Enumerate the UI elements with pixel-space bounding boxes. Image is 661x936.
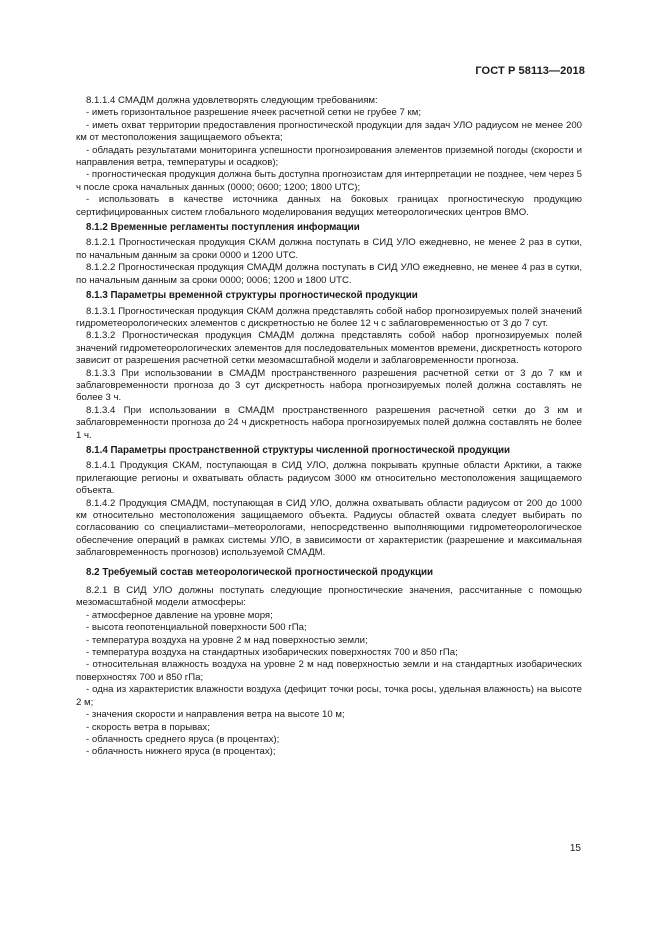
- standard-designation: ГОСТ Р 58113—2018: [475, 65, 585, 77]
- paragraph: 8.1.1.4 СМАДМ должна удовлетворять следующим требованиям:: [86, 95, 378, 106]
- list-item: - облачность среднего яруса (в процентах);: [86, 733, 280, 745]
- list-item: - атмосферное давление на уровне моря;: [86, 609, 273, 621]
- list-item: - температура воздуха на уровне 2 м над поверхностью земли;: [86, 634, 368, 646]
- paragraph: 8.1.3.4 При использовании в СМАДМ пространственного разрешения расчетной сетки до 3 км и заблаговременности прогноза до 24 ч дискретность набора прогнозируемых полей должна составлять не более 1 ч.: [76, 404, 582, 441]
- list-item: - обладать результатами мониторинга успешности прогнозирования элементов приземной погоды (скорости и направления ветра, температуры и осадков);: [76, 144, 582, 169]
- list-item: - относительная влажность воздуха на уровне 2 м над поверхностью земли и на стандартных изобарических поверхностях 700 и 850 гПа;: [76, 659, 582, 683]
- list-item: - значения скорости и направления ветра на высоте 10 м;: [86, 709, 345, 721]
- paragraph: 8.1.3.3 При использовании в СМАДМ пространственного разрешения расчетной сетки от 3 до 7 км и заблаговременности прогноза до 3 сут дискретность набора прогнозируемых полей должна составлять не более 3 ч.: [76, 367, 582, 404]
- section-heading: 8.1.4 Параметры пространственной структуры численной прогностической продукции: [86, 444, 511, 456]
- list-item: - скорость ветра в порывах;: [86, 721, 210, 733]
- section-heading: 8.1.3 Параметры временной структуры прогностической продукции: [86, 290, 418, 302]
- paragraph: 8.1.2.1 Прогностическая продукция СКАМ должна поступать в СИД УЛО ежедневно, не менее 2 раз в сутки, по начальным данным за сроки 0000 и 1200 UTC.: [76, 237, 582, 261]
- list-item: - использовать в качестве источника данных на боковых границах прогностическую продукцию сертифицированных систем глобального моделирования ведущих метеорологических центров ВМО.: [76, 194, 582, 218]
- page-body: [76, 95, 582, 759]
- section-heading: 8.1.2 Временные регламенты поступления информации: [86, 222, 360, 234]
- paragraph: 8.1.4.2 Продукция СМАДМ, поступающая в СИД УЛО, должна охватывать области радиусом от 200 до 1000 км относительно местоположения защищаемого объекта. Радиусы областей охвата следует выбирать по согласованию со специалистами–метеорологами, непосредственно выполняющими гидрометеорологическое обеспечение операций в рамках системы УЛО, в зависимости от характеристик (разрешение и максимальная заблаговременность прогнозов) используемой СМАДМ.: [76, 497, 582, 559]
- list-item: - иметь охват территории предоставления прогностической продукции для задач УЛО радиусом не менее 200 км от местоположения защищаемого объекта;: [76, 119, 582, 144]
- paragraph: 8.1.2.2 Прогностическая продукция СМАДМ должна поступать в СИД УЛО ежедневно, не менее 4 раз в сутки, по начальным данным за сроки 0000; 0006; 1200 и 1800 UTC.: [76, 262, 582, 286]
- paragraph: 8.1.3.1 Прогностическая продукция СКАМ должна представлять собой набор прогнозируемых полей значений гидрометеорологических элементов с дискретностью не более 12 ч с заблаговременностью от 3 до 7 сут.: [76, 305, 582, 329]
- list-item: - облачность нижнего яруса (в процентах);: [86, 746, 276, 758]
- list-item: - температура воздуха на стандартных изобарических поверхностях 700 и 850 гПа;: [86, 647, 458, 659]
- list-item: - иметь горизонтальное разрешение ячеек расчетной сетки не грубее 7 км;: [86, 107, 422, 119]
- page-number: 15: [569, 843, 581, 854]
- paragraph: 8.2.1 В СИД УЛО должны поступать следующие прогностические значения, рассчитанные с помощью мезомасштабной модели атмосферы:: [76, 585, 582, 609]
- paragraph: 8.1.3.2 Прогностическая продукция СМАДМ должна представлять собой набор прогнозируемых полей значений гидрометеорологических элементов для последовательных моментов времени, дискретность которого зависит от разрешения расчетной сетки мезомасштабной модели и заблаговременности прогноза.: [76, 330, 582, 367]
- paragraph: 8.1.4.1 Продукция СКАМ, поступающая в СИД УЛО, должна покрывать крупные области Арктики, а также прилегающие регионы и охватывать область радиусом 3000 км относительно местоположения защищаемого объекта.: [76, 460, 582, 497]
- list-item: - прогностическая продукция должна быть доступна прогнозистам для интерпретации не позднее, чем через 5 ч после срока начальных данных (0000; 0600; 1200; 1800 UTC);: [76, 169, 582, 193]
- list-item: - одна из характеристик влажности воздуха (дефицит точки росы, точка росы, удельная влажность) на высоте 2 м;: [76, 684, 582, 708]
- section-heading: 8.2 Требуемый состав метеорологической прогностической продукции: [86, 566, 434, 578]
- list-item: - высота геопотенциальной поверхности 500 гПа;: [86, 622, 307, 634]
